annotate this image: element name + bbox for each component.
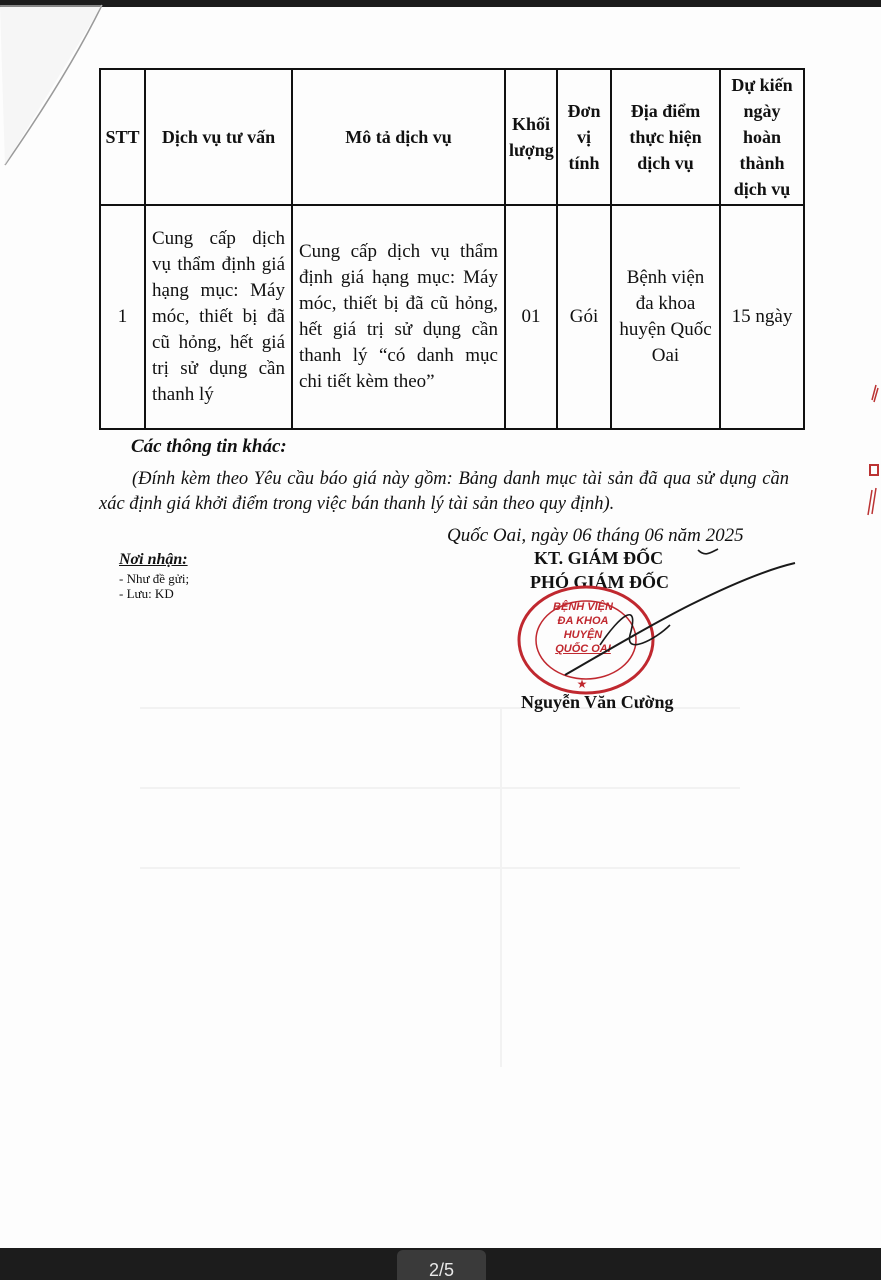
header-duration: Dự kiến ngày hoàn thành dịch vụ [720,69,804,205]
table-header-row [100,69,804,205]
stamp-line: HUYỆN [563,629,603,641]
header-stt: STT [100,69,145,205]
edge-stamp-fragment [862,380,881,520]
cell-stt: 1 [100,205,145,429]
header-description: Mô tả dịch vụ [292,69,505,205]
signature-title-line2: PHÓ GIÁM ĐỐC [530,572,669,592]
cell-duration: 15 ngày [720,205,804,429]
signature-title-line1: KT. GIÁM ĐỐC [534,548,664,568]
bleed-through [500,707,502,1067]
cell-description: Cung cấp dịch vụ thẩm định giá hạng mục: Máy móc, thiết bị đã cũ hỏng, hết giá trị sử dụng cần thanh lý “có danh mục chi tiết kèm theo” [292,205,505,429]
cell-service: Cung cấp dịch vụ thẩm định giá hạng mục: Máy móc, thiết bị đã cũ hỏng, hết giá trị sử dụng cần thanh lý [145,205,292,429]
header-service: Dịch vụ tư vấn [145,69,292,205]
top-status-bar [0,0,881,7]
recipient-item: - Lưu: KD [119,586,174,601]
bleed-through [140,787,740,789]
attachment-note: (Đính kèm theo Yêu cầu báo giá này gồm: Bảng danh mục tài sản đã qua sử dụng cần xác định giá khởi điểm trong việc bán thanh lý tài sản theo quy định). [99,469,789,514]
bleed-through [140,867,740,869]
svg-text:★: ★ [576,677,588,691]
date-line: Quốc Oai, ngày 06 tháng 06 năm 2025 [447,525,744,546]
header-unit: Đơn vị tính [557,69,611,205]
service-table [99,68,805,430]
cell-location: Bệnh viện đa khoa huyện Quốc Oai [611,205,720,429]
header-location: Địa điểm thực hiện dịch vụ [611,69,720,205]
cell-unit: Gói [557,205,611,429]
other-info-title: Các thông tin khác: [131,436,287,457]
stamp-line: BỆNH VIỆN [553,601,613,613]
header-quantity: Khối lượng [505,69,557,205]
page-indicator: 2/5 [397,1250,486,1280]
recipients-list [119,571,189,601]
recipient-item: - Như đề gửi; [119,571,190,586]
stamp-line: ĐA KHOA [557,615,609,627]
signer-name: Nguyễn Văn Cường [521,692,674,712]
recipients-title: Nơi nhận: [119,551,188,568]
table-row [100,205,804,429]
cell-quantity: 01 [505,205,557,429]
stamp-line: QUỐC OAI [555,643,611,655]
